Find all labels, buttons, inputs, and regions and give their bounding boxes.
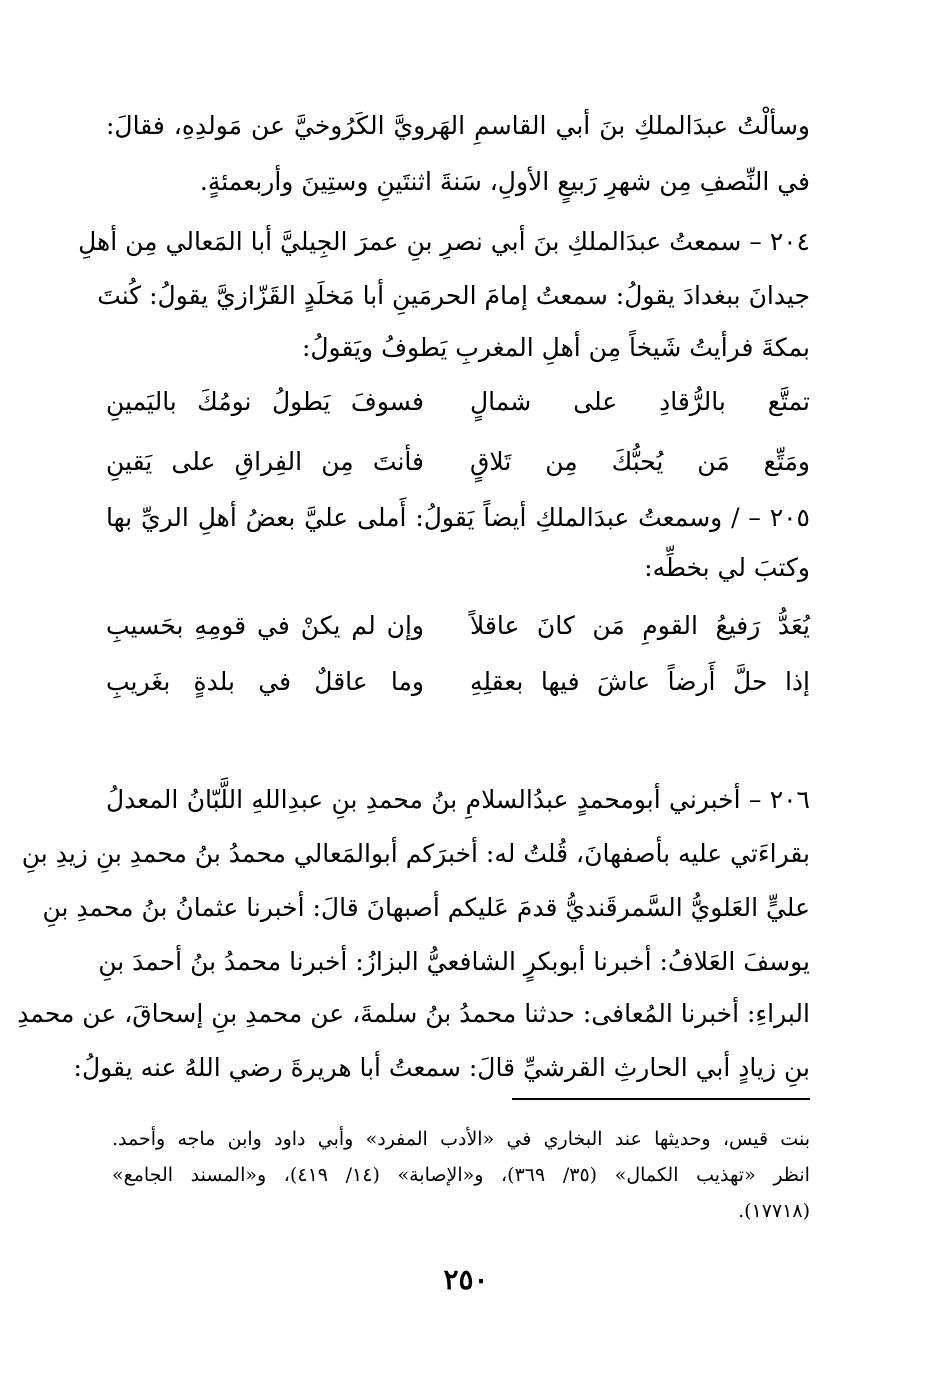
- text-line: بمكةَ فرأيتُ شَيخاً مِن أهلِ المغربِ يَطوفُ ويَقولُ:: [301, 333, 810, 362]
- text-line: ٢٠٦ – أخبرني أبومحمدٍ عبدُالسلامِ بنُ محمدِ بنِ عبدِاللهِ اللَّبّانُ المعدلُ: [106, 785, 810, 814]
- verse-hemistich-left: فسوفَ يَطولُ نومُكَ باليَمينِ: [106, 387, 424, 416]
- section-heading: [106, 722, 810, 772]
- text-line: بنِ زيادٍ أبي الحارثِ القرشيِّ قالَ: سمعتُ أبا هريرةَ رضي اللهُ عنه يقولُ:: [73, 1053, 810, 1082]
- text-line: وسألْتُ عبدَالملكِ بنَ أبي القاسمِ الهَرويَّ الكَرُوخيَّ عن مَولدِهِ، فقالَ:: [106, 111, 810, 140]
- footnote-rule: [512, 1098, 810, 1100]
- footnote-line: بنت قيس، وحديثها عند البخاري في «الأدب المفرد» وأبي داود وابن ماجه وأحمد.: [112, 1128, 810, 1150]
- text-line: بقراءَتي عليه بأصفهانَ، قُلتُ له: أخبرَكم أبوالمَعالي محمدُ بنُ محمدِ بنِ زيدِ بنِ: [21, 839, 810, 868]
- text-line: وكتبَ لي بخطِّه:: [644, 553, 810, 582]
- verse-hemistich-left: وإن لم يكنْ في قومِهِ بحَسيبِ: [106, 611, 424, 640]
- text-line: البراءِ: أخبرنا المُعافى: حدثنا محمدُ بنُ سلمةَ، عن محمدِ بنِ إسحاقَ، عن محمدِ: [17, 999, 810, 1028]
- verse-hemistich-right: يُعَدُّ رَفيعُ القومِ مَن كانَ عاقلاً: [470, 611, 810, 640]
- verse-hemistich-left: فأنتَ مِن الفِراقِ على يَقينِ: [106, 447, 424, 476]
- text-line: في النِّصفِ مِن شهرِ رَبيعٍ الأولِ، سَنةَ اثنتَينِ وستِينَ وأربعمئةٍ.: [199, 167, 810, 196]
- text-line: ٢٠٥ – / وسمعتُ عبدَالملكِ أيضاً يَقولُ: أَملى عليَّ بعضُ أهلِ الريِّ بها: [106, 503, 810, 532]
- folio-marker: [826, 503, 906, 533]
- text-line: ٢٠٤ – سمعتُ عبدَالملكِ بنَ أبي نصرِ بنِ عمرَ الجِيليَّ أبا المَعالي مِن أهلِ: [78, 227, 810, 256]
- verse-hemistich-left: وما عاقلٌ في بلدةٍ بغَريبِ: [106, 667, 424, 696]
- verse-hemistich-right: تمتَّع بالرُّقادِ على شمالٍ: [470, 387, 810, 416]
- footnote-line: انظر «تهذيب الكمال» (٣٥/ ٣٦٩)، و«الإصابة» (١٤/ ٤١٩)، و«المسند الجامع»: [112, 1164, 810, 1186]
- verse-hemistich-right: إذا حلَّ أَرضاً عاشَ فيها بعقلِهِ: [470, 667, 810, 696]
- verse-hemistich-right: ومَتِّع مَن يُحبُّكَ مِن تَلاقٍ: [470, 447, 810, 476]
- text-line: يوسفَ العَلافُ: أخبرنا أبوبكرٍ الشافعيُّ البزازُ: أخبرنا محمدُ بنُ أحمدَ بنِ: [98, 947, 810, 976]
- text-line: عليٍّ العَلويُّ السَّمرقَنديُّ قدمَ عَليكم أصبهانَ قالَ: أخبرنا عثمانُ بنُ محمدِ بنِ: [42, 893, 810, 922]
- footnote-line: (١٧٧١٨).: [738, 1200, 810, 1222]
- page-number: ٢٥٠: [443, 1263, 489, 1296]
- text-line: جيدانَ ببغدادَ يقولُ: سمعتُ إمامَ الحرمَينِ أبا مَخلَدٍ القَزّازيَّ يقولُ: كُنتَ: [97, 281, 810, 310]
